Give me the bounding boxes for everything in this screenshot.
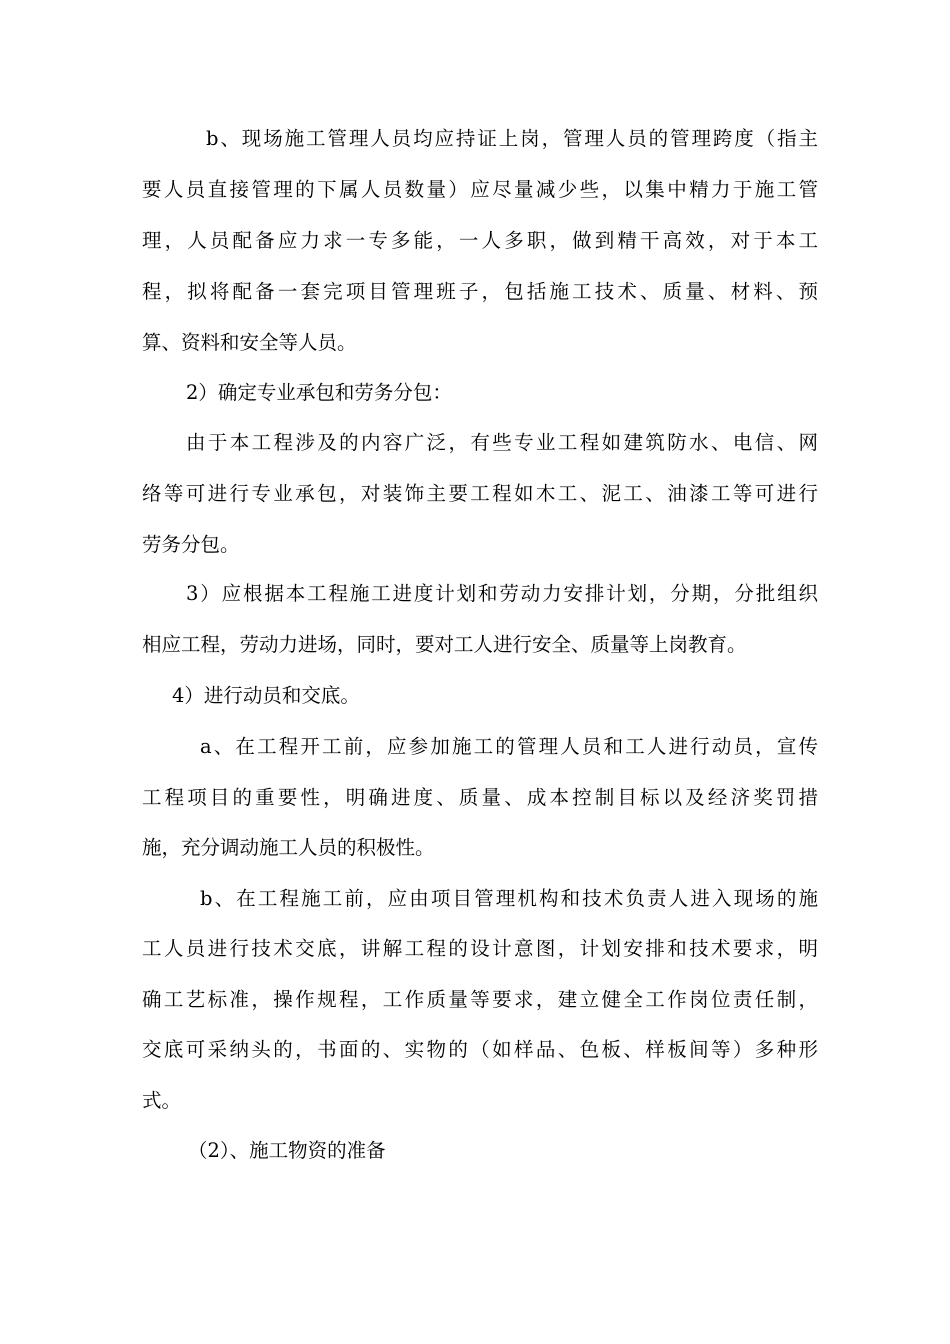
paragraph-7-line-5: 式。	[142, 1089, 182, 1112]
paragraph-1-line-2: 要人员直接管理的下属人员数量）应尽量减少些，以集中精力于施工管	[142, 178, 818, 201]
paragraph-6-line-3: 施，充分调动施工人员的积极性。	[142, 836, 435, 859]
paragraph-1-line-4: 程，拟将配备一套完项目管理班子，包括施工技术、质量、材料、预	[142, 280, 818, 303]
paragraph-6-line-1: a、在工程开工前，应参加施工的管理人员和工人进行动员，宣传	[200, 735, 818, 758]
paragraph-7-line-2: 工人员进行技术交底，讲解工程的设计意图，计划安排和技术要求，明	[142, 937, 818, 960]
paragraph-4-line-1: 3）应根据本工程施工进度计划和劳动力安排计划，分期，分批组织	[186, 582, 818, 605]
paragraph-7-line-4: 交底可采纳头的，书面的、实物的（如样品、色板、样板间等）多种形	[142, 1038, 818, 1061]
section-heading-2-materials: （2）、施工物资的准备	[188, 1139, 386, 1162]
paragraph-7-line-3: 确工艺标准，操作规程，工作质量等要求，建立健全工作岗位责任制，	[142, 988, 818, 1011]
paragraph-1-line-3: 理，人员配备应力求一专多能，一人多职，做到精干高效，对于本工	[142, 229, 818, 252]
paragraph-4-line-2: 相应工程，劳动力进场，同时，要对工人进行安全、质量等上岗教育。	[142, 633, 747, 656]
paragraph-1-line-5: 算、资料和安全等人员。	[142, 331, 357, 354]
paragraph-3-line-3: 劳务分包。	[142, 533, 240, 556]
paragraph-3-line-1: 由于本工程涉及的内容广泛，有些专业工程如建筑防水、电信、网	[186, 431, 818, 454]
paragraph-7-line-1: b、在工程施工前，应由项目管理机构和技术负责人进入现场的施	[200, 887, 818, 910]
paragraph-1-line-1: b、现场施工管理人员均应持证上岗，管理人员的管理跨度（指主	[206, 127, 818, 150]
paragraph-3-line-2: 络等可进行专业承包，对装饰主要工程如木工、泥工、油漆工等可进行	[142, 482, 818, 505]
section-heading-2: 2）确定专业承包和劳务分包：	[186, 381, 452, 404]
section-heading-4: 4）进行动员和交底。	[172, 684, 360, 707]
paragraph-6-line-2: 工程项目的重要性，明确进度、质量、成本控制目标以及经济奖罚措	[142, 786, 818, 809]
